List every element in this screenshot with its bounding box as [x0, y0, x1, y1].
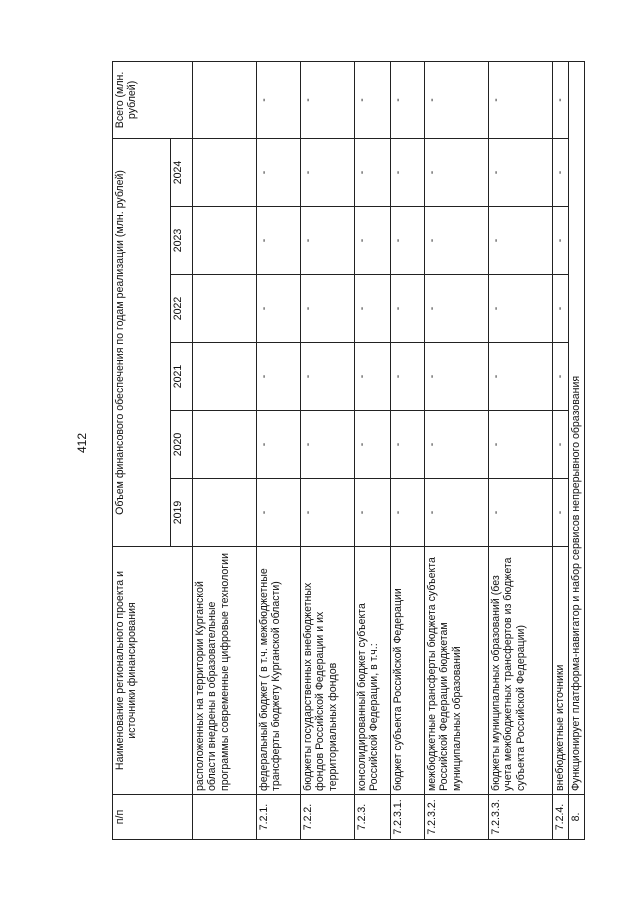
- row-value: -: [425, 479, 489, 547]
- row-value: -: [391, 343, 425, 411]
- row-value: -: [355, 138, 391, 206]
- row-number: [193, 795, 257, 840]
- row-value: -: [553, 479, 569, 547]
- header-year: 2021: [171, 343, 193, 411]
- table-row: [553, 61, 569, 839]
- row-value: -: [553, 138, 569, 206]
- row-value: -: [257, 411, 301, 479]
- table-row: [355, 61, 391, 839]
- header-total: Всего (млн. рублей): [113, 61, 193, 138]
- row-value: -: [257, 479, 301, 547]
- row-value: -: [553, 411, 569, 479]
- page-number: 412: [75, 432, 89, 454]
- row-value: -: [355, 343, 391, 411]
- header-year: 2024: [171, 138, 193, 206]
- row-value: -: [489, 207, 553, 275]
- row-value: [193, 275, 257, 343]
- row-name: бюджеты муниципальных образований (без учета межбюджетных трансфертов из бюджета субъекта Российской Федерации): [489, 547, 553, 795]
- table-row: [193, 61, 257, 839]
- row-number: 7.2.3.3.: [489, 795, 553, 840]
- row-value: -: [489, 343, 553, 411]
- header-name: Наименование регионального проекта и источники финансирования: [113, 547, 193, 795]
- row-number: 7.2.3.: [355, 795, 391, 840]
- row-value: -: [257, 275, 301, 343]
- row-value: -: [391, 479, 425, 547]
- table-row: [391, 61, 425, 839]
- row-value: -: [301, 207, 355, 275]
- row-number: 7.2.4.: [553, 795, 569, 840]
- table-row: [425, 61, 489, 839]
- row-name: межбюджетные трансферты бюджета субъекта Российской Федерации бюджетам муниципальных образований: [425, 547, 489, 795]
- row-name: бюджеты государственных внебюджетных фондов Российской Федерации и их территориальных фондов: [301, 547, 355, 795]
- row-number: 7.2.2.: [301, 795, 355, 840]
- row-value: -: [355, 275, 391, 343]
- row-value: [193, 207, 257, 275]
- row-value: -: [425, 275, 489, 343]
- row-value: -: [301, 138, 355, 206]
- row-value: [193, 138, 257, 206]
- row-name: бюджет субъекта Российской Федерации: [391, 547, 425, 795]
- row-value: -: [425, 343, 489, 411]
- header-num: п/п: [113, 795, 193, 840]
- row-value: -: [489, 275, 553, 343]
- row-value: -: [489, 479, 553, 547]
- row-number: 7.2.3.1.: [391, 795, 425, 840]
- row-value: -: [489, 138, 553, 206]
- header-year: 2022: [171, 275, 193, 343]
- row-value: -: [257, 138, 301, 206]
- row-value: -: [301, 343, 355, 411]
- row-value: -: [391, 138, 425, 206]
- row-value: -: [425, 411, 489, 479]
- row-name: расположенных на территории Курганской области внедрены в образовательные программы современные цифровые технологии: [193, 547, 257, 795]
- row-value: -: [425, 207, 489, 275]
- financing-table: [112, 61, 585, 840]
- row-total: -: [391, 61, 425, 138]
- row-total: -: [355, 61, 391, 138]
- row-value: [193, 411, 257, 479]
- row-value: [193, 479, 257, 547]
- row-project-title: Функционирует платформа-навигатор и набор сервисов непрерывного образования: [569, 61, 585, 794]
- row-value: [193, 343, 257, 411]
- row-name: консолидированный бюджет субъекта Российской Федерации, в т.ч.:: [355, 547, 391, 795]
- header-financing-group: Объем финансового обеспечения по годам реализации (млн. рублей): [113, 138, 171, 546]
- row-number: 7.2.3.2.: [425, 795, 489, 840]
- row-value: -: [257, 343, 301, 411]
- row-value: -: [391, 411, 425, 479]
- header-year: 2019: [171, 479, 193, 547]
- row-value: -: [355, 411, 391, 479]
- row-total: -: [489, 61, 553, 138]
- row-value: -: [391, 275, 425, 343]
- table-row: [257, 61, 301, 839]
- row-value: -: [355, 207, 391, 275]
- row-name: федеральный бюджет ( в т.ч. межбюджетные трансферты бюджету Курганской области): [257, 547, 301, 795]
- header-year: 2020: [171, 411, 193, 479]
- row-value: -: [425, 138, 489, 206]
- table-row: [301, 61, 355, 839]
- row-value: -: [301, 411, 355, 479]
- row-total: [193, 61, 257, 138]
- row-number: 7.2.1.: [257, 795, 301, 840]
- rotated-table-container: [112, 62, 588, 840]
- row-total: -: [301, 61, 355, 138]
- row-value: -: [355, 479, 391, 547]
- row-name: внебюджетные источники: [553, 547, 569, 795]
- row-value: -: [553, 275, 569, 343]
- row-value: -: [301, 275, 355, 343]
- table-row: [489, 61, 553, 839]
- row-value: -: [489, 411, 553, 479]
- row-value: -: [553, 343, 569, 411]
- row-total: -: [425, 61, 489, 138]
- row-value: -: [257, 207, 301, 275]
- header-year: 2023: [171, 207, 193, 275]
- row-total: -: [257, 61, 301, 138]
- row-value: -: [553, 207, 569, 275]
- row-value: -: [301, 479, 355, 547]
- row-number: 8.: [569, 795, 585, 840]
- row-total: -: [553, 61, 569, 138]
- table-row-final: [569, 61, 585, 839]
- row-value: -: [391, 207, 425, 275]
